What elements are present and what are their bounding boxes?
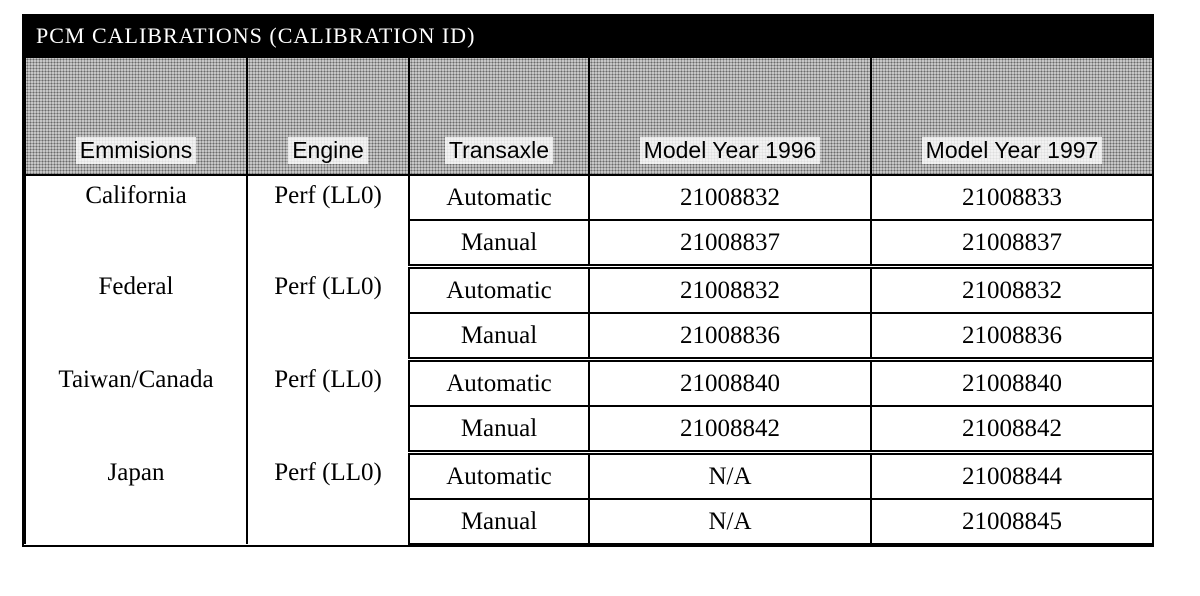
my1996-cell: 21008836 xyxy=(589,313,871,360)
table-row xyxy=(25,175,1153,220)
table-row xyxy=(25,453,1153,500)
engine-cell: Perf (LL0) xyxy=(247,453,409,545)
transaxle-cell: Manual xyxy=(409,313,589,360)
transaxle-cell: Manual xyxy=(409,220,589,267)
my1996-cell: 21008832 xyxy=(589,175,871,220)
my1997-cell: 21008844 xyxy=(871,453,1153,500)
table-title: PCM CALIBRATIONS (CALIBRATION ID) xyxy=(24,16,1152,56)
my1997-cell: 21008842 xyxy=(871,406,1153,453)
transaxle-cell: Automatic xyxy=(409,360,589,407)
calibration-table xyxy=(24,56,1154,545)
region-cell: Japan xyxy=(25,453,247,545)
header-row xyxy=(25,57,1153,175)
region-cell: California xyxy=(25,175,247,267)
my1997-cell: 21008832 xyxy=(871,267,1153,314)
engine-cell: Perf (LL0) xyxy=(247,360,409,453)
transaxle-cell: Automatic xyxy=(409,267,589,314)
my1997-cell: 21008836 xyxy=(871,313,1153,360)
my1997-cell: 21008833 xyxy=(871,175,1153,220)
header-transaxle: Transaxle xyxy=(409,57,589,175)
my1997-cell: 21008845 xyxy=(871,499,1153,544)
header-model-year-1997: Model Year 1997 xyxy=(871,57,1153,175)
header-emissions: Emmisions xyxy=(25,57,247,175)
calibration-table-container xyxy=(22,14,1154,547)
my1996-cell: 21008837 xyxy=(589,220,871,267)
header-engine: Engine xyxy=(247,57,409,175)
engine-cell: Perf (LL0) xyxy=(247,267,409,360)
table-row xyxy=(25,360,1153,407)
my1996-cell: N/A xyxy=(589,499,871,544)
transaxle-cell: Manual xyxy=(409,406,589,453)
header-model-year-1996: Model Year 1996 xyxy=(589,57,871,175)
my1996-cell: 21008840 xyxy=(589,360,871,407)
engine-cell: Perf (LL0) xyxy=(247,175,409,267)
my1996-cell: 21008832 xyxy=(589,267,871,314)
my1997-cell: 21008837 xyxy=(871,220,1153,267)
transaxle-cell: Manual xyxy=(409,499,589,544)
transaxle-cell: Automatic xyxy=(409,453,589,500)
region-cell: Federal xyxy=(25,267,247,360)
my1996-cell: N/A xyxy=(589,453,871,500)
region-cell: Taiwan/Canada xyxy=(25,360,247,453)
table-row xyxy=(25,267,1153,314)
my1996-cell: 21008842 xyxy=(589,406,871,453)
my1997-cell: 21008840 xyxy=(871,360,1153,407)
transaxle-cell: Automatic xyxy=(409,175,589,220)
